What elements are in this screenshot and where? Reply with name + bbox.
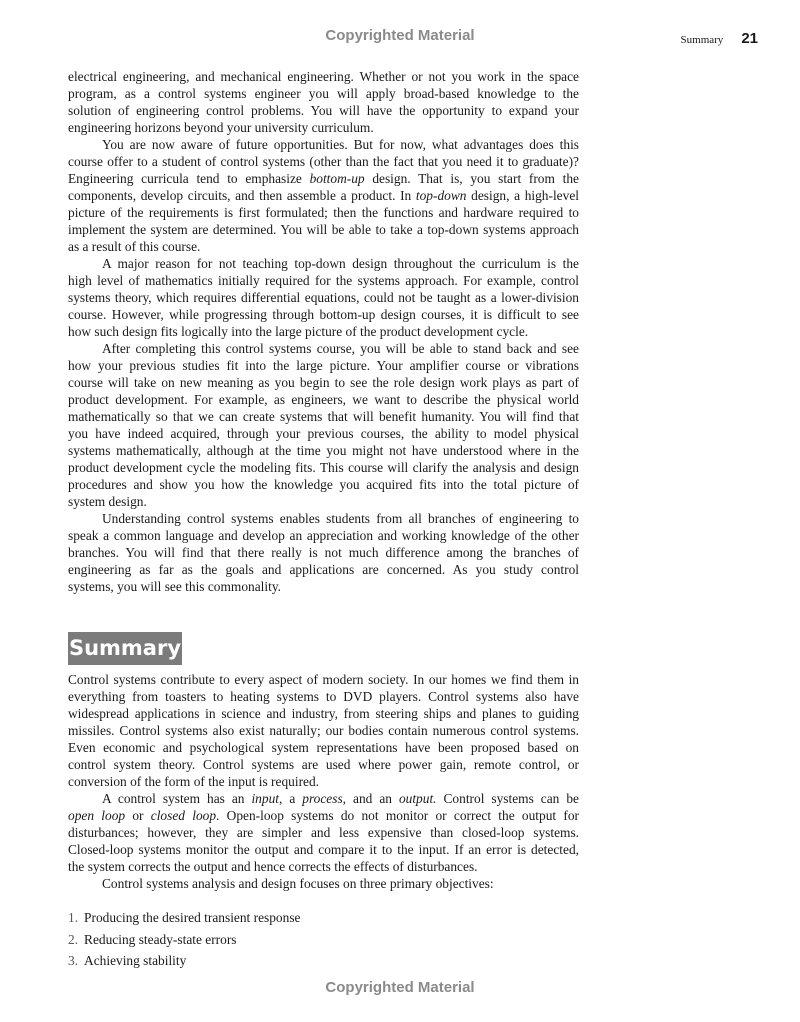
text-line [68, 858, 579, 875]
running-head-section: Summary [680, 34, 724, 46]
text-segment: product development. For example, as engineers, we want to describe the physical world [68, 392, 579, 407]
text-segment: Control systems analysis and design focuses on three primary objectives: [102, 876, 494, 891]
text-segment: widespread applications in science and industry, from steering ships and planes to guiding [68, 706, 579, 721]
text-line [68, 221, 579, 238]
text-segment: how such design fits logically into the large picture of the product development cycle. [68, 324, 529, 339]
text-line [68, 136, 579, 153]
text-segment: engineering horizons beyond your university curriculum. [68, 120, 374, 135]
text-line [68, 476, 579, 493]
summary-text [68, 671, 579, 892]
text-line [68, 578, 579, 595]
text-line [68, 756, 579, 773]
running-head [681, 30, 758, 48]
paragraph [68, 136, 579, 255]
list-number: 1. [68, 910, 79, 925]
text-line [68, 323, 579, 340]
text-segment: picture of the requirements is first formulated; then the functions and hardware required to [68, 205, 579, 220]
text-line [68, 671, 579, 688]
text-segment: implement the system are determined. You will be able to take a top-down systems approach [68, 222, 579, 237]
text-line [68, 119, 579, 136]
text-segment: systems mathematically, although at the time you might not have understood where in the [68, 443, 579, 458]
text-segment: branches. You will find that there really is not much difference among the branches of [68, 545, 579, 560]
text-line [68, 561, 579, 578]
list-text: Achieving stability [84, 953, 187, 968]
text-line [68, 425, 579, 442]
text-segment: A major reason for not teaching top-down design throughout the curriculum is the [102, 256, 579, 271]
text-segment: systems, you will see this commonality. [68, 579, 281, 594]
list-item [68, 909, 300, 931]
text-line [68, 739, 579, 756]
text-line [68, 391, 579, 408]
text-segment: electrical engineering, and mechanical engineering. Whether or not you work in the space [68, 69, 579, 84]
list-text: Producing the desired transient response [84, 910, 301, 925]
text-segment: Understanding control systems enables students from all branches of engineering to [102, 511, 579, 526]
text-line [68, 722, 579, 739]
text-line [68, 408, 579, 425]
body-text [68, 68, 579, 595]
emphasis-text: open loop [68, 808, 126, 823]
text-segment: disturbances; however, they are simpler and less expensive than closed-loop systems. [68, 825, 579, 840]
text-segment: Control systems can be [436, 791, 579, 806]
text-segment: course. However, while progressing through bottom-up design courses, it is difficult to see [68, 307, 579, 322]
emphasis-text: input [251, 791, 279, 806]
text-segment: the system corrects the output and hence corrects the effects of disturbances. [68, 859, 478, 874]
paragraph [68, 68, 579, 136]
text-line [68, 790, 579, 807]
paragraph [68, 340, 579, 510]
text-segment: you have indeed acquired, through your previous courses, the ability to model physical [68, 426, 579, 441]
text-segment: components, develop circuits, and then assemble a product. In [68, 188, 416, 203]
text-segment: , and an [342, 791, 399, 806]
list-item [68, 952, 300, 974]
text-line [68, 357, 579, 374]
watermark-bottom: Copyrighted Material [325, 979, 475, 996]
emphasis-text: output. [398, 791, 437, 806]
text-segment: solution of engineering control problems. You will have the opportunity to expand your [68, 103, 579, 118]
emphasis-text: closed loop [150, 808, 217, 823]
text-segment: product development cycle the modeling fits. This course will clarify the analysis and design [68, 460, 579, 475]
watermark-top: Copyrighted Material [325, 27, 475, 44]
text-segment: or [125, 808, 151, 823]
text-line [68, 102, 579, 119]
text-line [68, 170, 579, 187]
text-segment: course offer to a student of control systems (other than the fact that you need it to graduate)? [68, 154, 579, 169]
text-line [68, 255, 579, 272]
text-segment: engineering as far as the goals and applications are concerned. As you study control [68, 562, 579, 577]
paragraph [68, 510, 579, 595]
text-line [68, 510, 579, 527]
text-segment: , a [278, 791, 303, 806]
emphasis-text: top-down [415, 188, 467, 203]
text-segment: conversion of the form of the input is required. [68, 774, 320, 789]
text-line [68, 493, 579, 510]
text-segment: Control systems contribute to every aspect of modern society. In our homes we find them in [68, 672, 579, 687]
text-segment: system design. [68, 494, 147, 509]
list-number: 2. [68, 931, 79, 947]
text-line [68, 773, 579, 790]
text-segment: procedures and show you how the knowledge you acquired fits into the total picture of [68, 477, 579, 492]
text-segment: You are now aware of future opportunities. But for now, what advantages does this [102, 137, 579, 152]
text-line [68, 544, 579, 561]
text-segment: speak a common language and develop an appreciation and working knowledge of the other [68, 528, 579, 543]
text-line [68, 374, 579, 391]
text-line [68, 527, 579, 544]
text-segment: systems theory, which requires differential equations, could not be taught as a lower-division [68, 290, 579, 305]
text-line [68, 289, 579, 306]
paragraph [68, 255, 579, 340]
text-segment: high level of mathematics initially required for the systems approach. For example, control [68, 273, 579, 288]
text-segment: missiles. Control systems also exist naturally; our bodies contain numerous control systems. [68, 723, 579, 738]
emphasis-text: bottom-up [309, 171, 365, 186]
text-line [68, 824, 579, 841]
text-line [68, 875, 579, 892]
text-line [68, 459, 579, 476]
text-line [68, 442, 579, 459]
text-segment: Closed-loop systems monitor the output and compare it to the input. If an error is detected, [68, 842, 579, 857]
text-segment: . Open-loop systems do not monitor or correct the output for [216, 808, 580, 823]
text-segment: A control system has an [102, 791, 252, 806]
objectives-list [68, 909, 300, 974]
text-line [68, 807, 579, 824]
text-line [68, 85, 579, 102]
text-line [68, 688, 579, 705]
text-segment: program, as a control systems engineer you will apply broad-based knowledge to the [68, 86, 579, 101]
list-item [68, 931, 300, 953]
text-line [68, 306, 579, 323]
text-line [68, 68, 579, 85]
text-segment: as a result of this course. [68, 239, 201, 254]
text-line [68, 238, 579, 255]
text-segment: design, a high-level [466, 188, 579, 203]
text-segment: After completing this control systems course, you will be able to stand back and see [102, 341, 579, 356]
page-number: 21 [741, 30, 758, 47]
text-line [68, 340, 579, 357]
text-segment: Engineering curricula tend to emphasize [68, 171, 310, 186]
emphasis-text: process [302, 791, 343, 806]
text-line [68, 841, 579, 858]
text-segment: everything from toasters to heating systems to DVD players. Control systems also have [68, 689, 579, 704]
text-segment: course will take on new meaning as you begin to see the role design work plays as part of [68, 375, 579, 390]
text-segment: mathematically so that we can create systems that will benefit humanity. You will find that [68, 409, 579, 424]
list-text: Reducing steady-state errors [84, 931, 237, 947]
text-segment: how your previous studies fit into the large picture. Your amplifier course or vibrations [68, 358, 579, 373]
text-line [68, 705, 579, 722]
text-line [68, 153, 579, 170]
text-segment: design. That is, you start from the [364, 171, 579, 186]
text-segment: Even economic and psychological system representations have been proposed based on [68, 740, 579, 755]
section-heading: Summary [68, 632, 182, 665]
paragraph [68, 790, 579, 875]
list-number: 3. [68, 953, 79, 968]
paragraph [68, 671, 579, 790]
text-segment: control system theory. Control systems are used where power gain, remote control, or [68, 757, 579, 772]
paragraph [68, 875, 579, 892]
text-line [68, 187, 579, 204]
text-line [68, 204, 579, 221]
text-line [68, 272, 579, 289]
